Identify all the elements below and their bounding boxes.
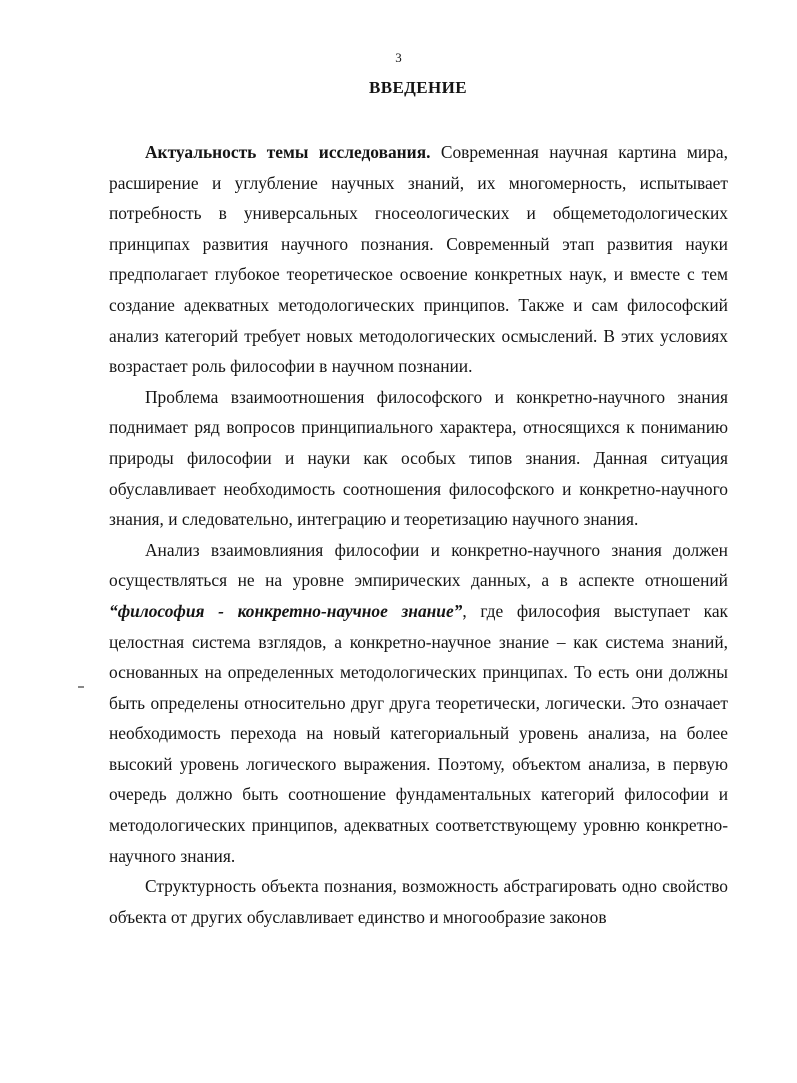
paragraph-relevance: [109, 137, 728, 382]
paragraph-text: Проблема взаимоотношения философского и конкретно-научного знания поднимает ряд вопросов принципиального характера, относящихся к пониманию природы философии и науки как особых типов знания. Данная ситуация обуславливает необходимость соотношения философского и конкретно-научного знания, и следовательно, интеграцию и теоретизацию научного знания.: [109, 386, 728, 530]
margin-mark: [78, 686, 84, 688]
paragraph-text: , где философия выступает как целостная система взглядов, а конкретно-научное знание – как система знаний, основанных на определенных методологических принципах. То есть они должны быть определены относительно друг друга теоретически, логически. Это означает необходимость перехода на новый категориальный уровень анализа, на более высокий уровень логического выражения. Поэтому, объектом анализа, в первую очередь должно быть соотношение фундаментальных категорий философии и методологических принципов, адекватных соответствующему уровню конкретно-научного знания.: [109, 600, 728, 866]
paragraph-lead: Актуальность темы исследования.: [145, 142, 431, 162]
paragraph-text: Современная научная картина мира, расширение и углубление научных знаний, их многомерность, испытывает потребность в универсальных гносеологических и общеметодологических принципах развития научного познания. Современный этап развития науки предполагает глубокое теоретическое освоение конкретных наук, и вместе с тем создание адекватных методологических принципов. Также и сам философский анализ категорий требует новых методологических осмыслений. В этих условиях возрастает роль философии в научном познании.: [109, 142, 728, 377]
paragraph-problem: [109, 382, 728, 535]
emphasized-term: “философия - конкретно-научное знание”: [109, 600, 463, 621]
paragraph-text: Структурность объекта познания, возможность абстрагировать одно свойство объекта от других обуславливает единство и многообразие законов: [109, 876, 728, 927]
paragraph-text: Анализ взаимовлияния философии и конкретно-научного знания должен осуществляться не на уровне эмпирических данных, а в аспекте отношений: [109, 539, 728, 591]
page-title: ВВЕДЕНИЕ: [368, 78, 468, 97]
paragraph-structure: [109, 871, 728, 932]
page-number: 3: [395, 50, 402, 65]
document-body: [109, 137, 728, 932]
paragraph-analysis: [109, 535, 728, 872]
